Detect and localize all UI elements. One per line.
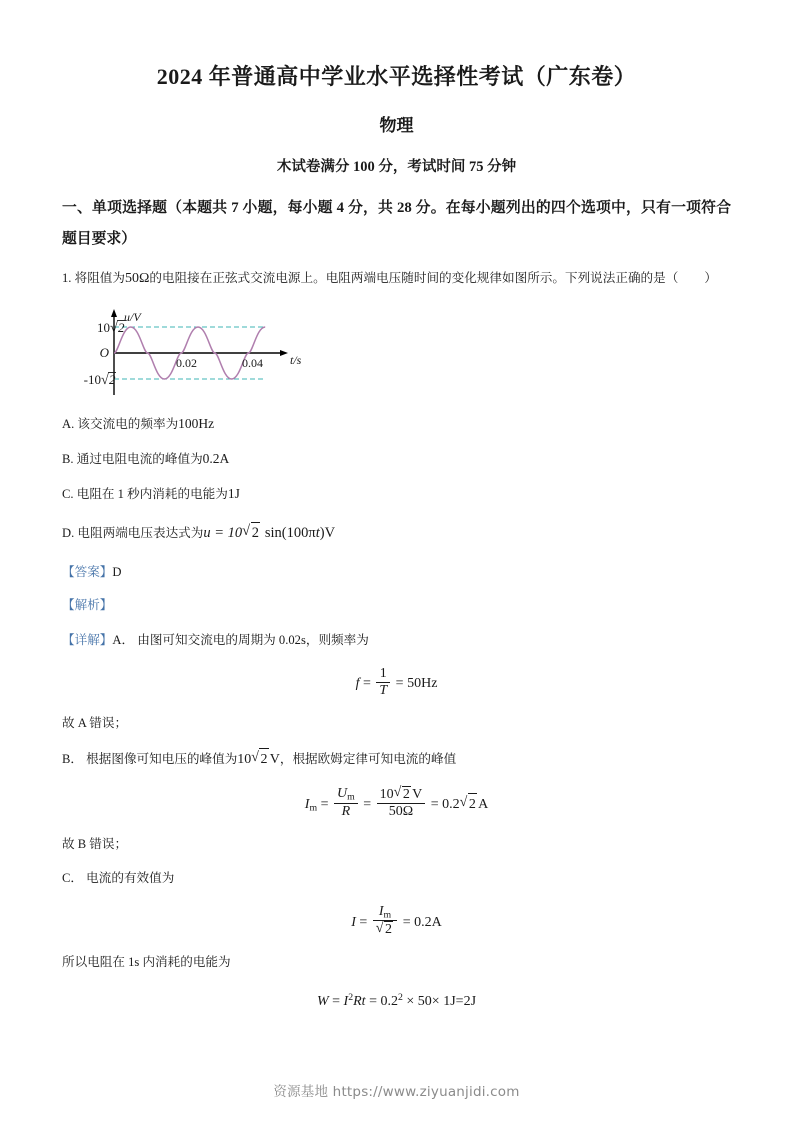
- analysis-label: 【解析】: [62, 598, 113, 613]
- eq-i-rhs: 0.2A: [414, 915, 442, 931]
- y-axis-arrow: [111, 309, 117, 317]
- y-tick-bottom-label: -10: [83, 371, 101, 387]
- x-axis-arrow: [280, 350, 288, 356]
- eq-w-times-1: ×: [406, 994, 415, 1010]
- eq-i-den-radicand: 2: [385, 922, 393, 938]
- svg-text:√: √: [110, 320, 118, 336]
- detail-a-prefix: A．: [112, 633, 135, 648]
- eq-f-equals: =: [362, 675, 371, 691]
- eq-w-lhs: W: [316, 994, 329, 1010]
- exam-meta: 木试卷满分 100 分，考试时间 75 分钟: [276, 158, 517, 175]
- eq-f-lhs: f: [355, 675, 360, 691]
- eq-f-fraction: [376, 666, 390, 699]
- detail-b-text-after: ，根据欧姆定律可知电流的峰值: [279, 751, 457, 766]
- option-b-letter: B.: [62, 452, 74, 467]
- eq-f-numerator: 1: [376, 666, 390, 683]
- eq-im-lhs: I: [304, 796, 310, 812]
- eq-im-f2-radicand: 2: [402, 786, 410, 802]
- eq-im-rhs-coeff: 0.2: [442, 796, 460, 812]
- conclusion-c: 所以电阻在 1s 内消耗的电能为: [62, 955, 231, 970]
- detail-part-c: [62, 854, 731, 888]
- eq-i-num: I: [378, 903, 384, 919]
- detail-c-text: 电流的有效值为: [86, 870, 175, 885]
- eq-w-i-pow: 2: [348, 992, 354, 1004]
- eq-im-equals-3: =: [430, 796, 439, 812]
- eq-im-f1-num: U: [337, 785, 348, 801]
- x-tick-1-label: 0.02: [176, 355, 197, 370]
- eq-w-equals-2: =: [369, 994, 377, 1010]
- footer-watermark: 资源基地 https://www.ziyuanjidi.com: [273, 1084, 520, 1100]
- question-stem-end: ）: [704, 271, 717, 286]
- eq-w-t: 1J: [443, 994, 456, 1010]
- conclusion-b: 故 B 错误；: [62, 836, 128, 851]
- option-a-text: 该交流电的频率为: [77, 416, 179, 431]
- detail-a-text: 由图可知交流电的周期为 0.02s，则频率为: [137, 633, 369, 648]
- option-d-text: 电阻两端电压表达式为: [77, 525, 204, 540]
- question-number: 1.: [62, 271, 72, 286]
- eq-w-i: I: [343, 994, 349, 1010]
- section-heading: 一、单项选择题（本题共 7 小题，每小题 4 分，共 28 分。在每小题列出的四个选项中，只有一项符合题目要求）: [62, 199, 731, 247]
- answer-label: 【答案】: [62, 565, 113, 580]
- svg-text:2: 2: [118, 319, 125, 335]
- detail-b-prefix: B．: [62, 751, 83, 766]
- option-d-letter: D.: [62, 525, 75, 540]
- y-tick-top-sqrt: [110, 320, 125, 336]
- analysis-row: [62, 582, 731, 615]
- eq-im-f2-den: 50Ω: [388, 803, 414, 819]
- option-c: [62, 469, 731, 504]
- eq-f-equals-2: =: [395, 675, 404, 691]
- eq-im-frac-1: [334, 786, 358, 820]
- y-axis-label: u/V: [124, 309, 141, 324]
- detail-part-a: [62, 615, 731, 650]
- eq-i-equals: =: [359, 915, 368, 931]
- eq-im-rhs-unit: A: [478, 796, 489, 812]
- eq-i-equals-2: =: [402, 915, 411, 931]
- eq-im-f1-num-sub: m: [347, 791, 355, 803]
- eq-f-denominator: T: [379, 683, 388, 699]
- eq-im-f2-coeff: 10: [379, 786, 394, 802]
- eq-im-frac-2: [377, 786, 426, 820]
- option-b-text: 通过电阻电流的峰值为: [76, 452, 203, 467]
- eq-w-rt: Rt: [353, 994, 366, 1010]
- eq-i-fraction: [373, 904, 397, 939]
- answer-row: [62, 544, 731, 582]
- detail-part-b: [62, 733, 731, 770]
- detail-c-prefix: C．: [62, 870, 83, 885]
- question-stem-before: 将阻值为: [74, 271, 125, 286]
- equation-rms-current: [62, 888, 731, 939]
- eq-im-equals-2: =: [363, 796, 372, 812]
- eq-f-rhs: 50Hz: [407, 675, 438, 691]
- option-b: [62, 434, 731, 469]
- detail-b-text-before: 根据图像可知电压的峰值为: [86, 751, 238, 766]
- question-stem: [62, 254, 731, 295]
- resistance-unit: Ω: [138, 271, 150, 287]
- y-tick-top-label: 10: [97, 319, 110, 335]
- eq-w-equals: =: [332, 994, 341, 1010]
- question-stem-after: 的电阻接在正弦式交流电源上。电阻两端电压随时间的变化规律如图所示。下列说法正确的是（: [149, 271, 679, 286]
- eq-i-lhs: I: [351, 915, 356, 931]
- eq-i-num-sub: m: [383, 909, 392, 921]
- eq-w-result: 2J: [463, 994, 477, 1010]
- option-a-letter: A.: [62, 416, 75, 431]
- eq-w-equals-3: =: [455, 994, 464, 1010]
- option-c-text: 电阻在 1 秒内消耗的电能为: [76, 487, 228, 502]
- option-b-value: 0.2A: [202, 451, 230, 467]
- option-a-value: 100Hz: [178, 415, 215, 431]
- resistance-value: 50: [124, 271, 139, 287]
- eq-im-rhs-radicand: 2: [468, 793, 477, 815]
- answer-value: D: [112, 565, 122, 580]
- eq-im-f1-den: R: [341, 803, 351, 819]
- eq-im-equals: =: [320, 796, 329, 812]
- svg-text:√: √: [101, 372, 109, 388]
- eq-im-f2-unit: V: [412, 786, 423, 802]
- eq-w-base-pow: 2: [397, 992, 403, 1004]
- eq-im-lhs-sub: m: [309, 802, 318, 814]
- option-d: [62, 505, 731, 545]
- page-title: 2024 年普通高中学业水平选择性考试（广东卷）: [156, 64, 637, 89]
- origin-label: O: [99, 344, 109, 360]
- option-d-formula: u = 10 √ 2 sin(100πt)V: [203, 525, 335, 541]
- detail-b-peak: 10 √ 2 V: [237, 752, 280, 767]
- option-c-value: 1J: [227, 486, 240, 502]
- x-axis-label: t/s: [290, 352, 302, 367]
- detail-label: 【详解】: [62, 633, 113, 648]
- x-tick-2-label: 0.04: [242, 355, 263, 370]
- y-tick-bottom-sqrt: [101, 372, 116, 388]
- subject-title: 物理: [379, 115, 414, 135]
- eq-w-r: 50: [417, 994, 432, 1010]
- eq-w-times-2: ×: [431, 994, 440, 1010]
- equation-peak-current: [62, 770, 731, 820]
- svg-text:2: 2: [109, 371, 116, 387]
- waveform-svg: [68, 307, 318, 399]
- option-a: [62, 399, 731, 434]
- eq-w-base: 0.2: [380, 994, 398, 1010]
- waveform-figure: [62, 295, 731, 399]
- conclusion-a: 故 A 错误；: [62, 716, 128, 730]
- equation-frequency: [62, 650, 731, 699]
- option-c-letter: C.: [62, 487, 74, 502]
- equation-energy: [62, 972, 731, 1012]
